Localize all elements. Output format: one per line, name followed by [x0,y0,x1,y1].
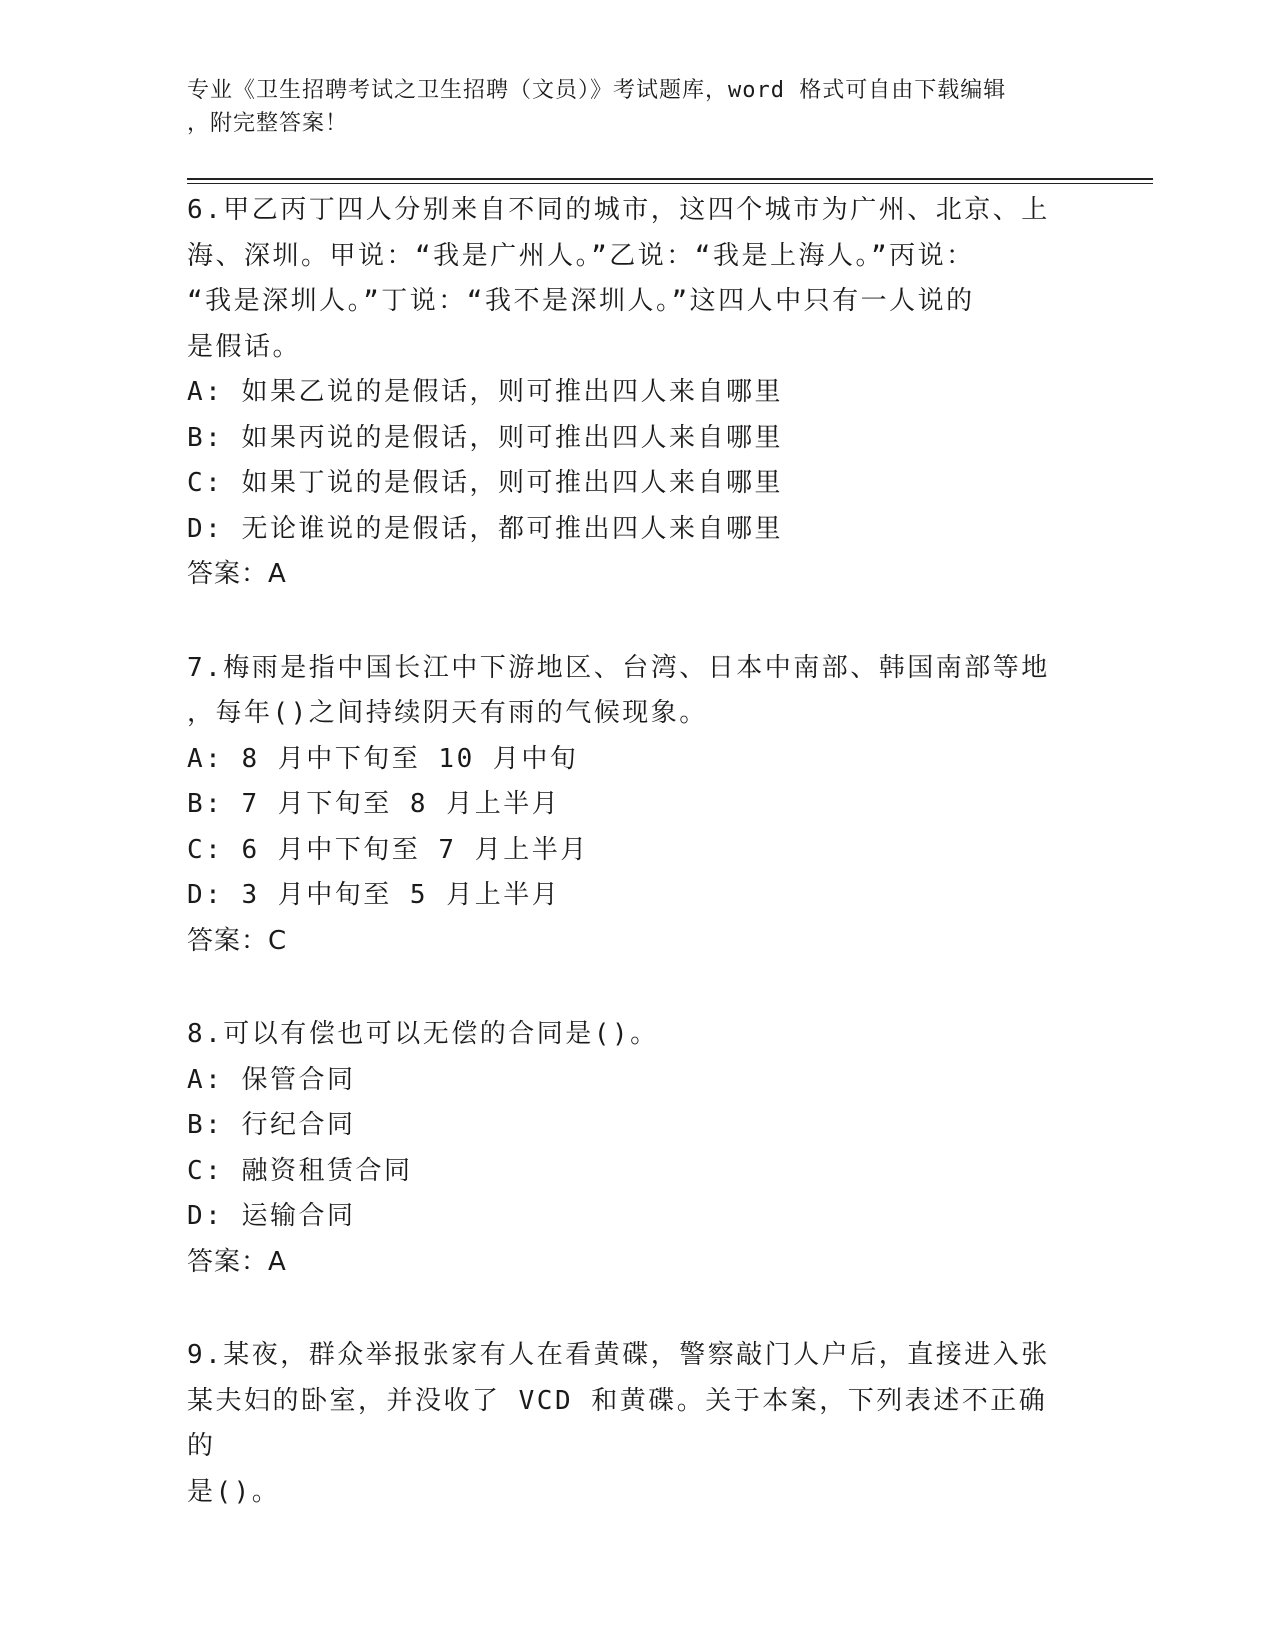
question-text: 7.梅雨是指中国长江中下游地区、台湾、日本中南部、韩国南部等地 ，每年()之间持续阴天有雨的气候现象。 [187,652,1050,728]
answer-line: 答案：A [187,1246,287,1277]
option-a: A: 如果乙说的是假话，则可推出四人来自哪里 [187,377,783,407]
option-b: B: 如果丙说的是假话，则可推出四人来自哪里 [187,422,783,453]
question-text: 9.某夜，群众举报张家有人在看黄碟，警察敲门人户后，直接进入张 某夫妇的卧室，并没收了 VCD 和黄碟。关于本案，下列表述不正确的 是()。 [187,1340,1050,1507]
option-d: D: 3 月中旬至 5 月上半月 [187,880,561,910]
header-divider-thin [187,183,1153,184]
option-c: C: 6 月中下旬至 7 月上半月 [187,834,589,865]
option-b: B: 7 月下旬至 8 月上半月 [187,789,561,819]
option-d: D: 无论谁说的是假话，都可推出四人来自哪里 [187,513,783,544]
option-d: D: 运输合同 [187,1201,356,1231]
option-a: A: 8 月中下旬至 10 月中旬 [187,743,579,774]
answer-line: 答案：C [187,925,288,956]
question-8 [187,1012,1067,1285]
question-list [187,188,1067,1563]
option-b: B: 行纪合同 [187,1110,356,1140]
option-c: C: 融资租赁合同 [187,1155,413,1186]
question-7 [187,646,1067,965]
question-6 [187,188,1067,598]
question-text: 8.可以有偿也可以无偿的合同是()。 [187,1019,659,1049]
question-9 [187,1333,1067,1515]
question-text: 6.甲乙丙丁四人分别来自不同的城市，这四个城市为广州、北京、上 海、深圳。甲说：“我是广州人。”乙说：“我是上海人。”丙说： “我是深圳人。”丁说：“我不是深圳人。”这四人中只有一人说的 是假话。 [187,195,1050,362]
header-divider-thick [187,178,1153,180]
document-header: 专业《卫生招聘考试之卫生招聘（文员）》考试题库，word 格式可自由下载编辑 ，附完整答案！ [187,78,1007,136]
option-c: C: 如果丁说的是假话，则可推出四人来自哪里 [187,468,783,498]
option-a: A: 保管合同 [187,1064,356,1095]
answer-line: 答案：A [187,559,287,589]
